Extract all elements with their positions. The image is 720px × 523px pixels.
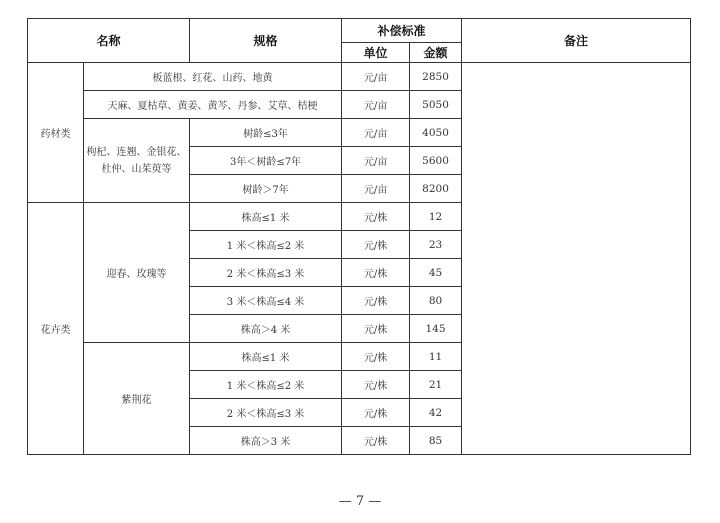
spec-cell: 天麻、夏枯草、黄姜、黄芩、丹参、艾草、桔梗 <box>84 91 342 119</box>
unit-cell: 元/株 <box>342 203 410 231</box>
amount-cell: 45 <box>410 259 462 287</box>
unit-cell: 元/亩 <box>342 63 410 91</box>
category-medicinal: 药材类 <box>28 63 84 203</box>
unit-cell: 元/株 <box>342 399 410 427</box>
amount-cell: 145 <box>410 315 462 343</box>
spec-cell: 株高＞4 米 <box>190 315 342 343</box>
header-remark: 备注 <box>462 19 691 63</box>
amount-cell: 23 <box>410 231 462 259</box>
unit-cell: 元/株 <box>342 231 410 259</box>
spec-cell: 2 米＜株高≤3 米 <box>190 259 342 287</box>
amount-cell: 85 <box>410 427 462 455</box>
unit-cell: 元/亩 <box>342 147 410 175</box>
amount-cell: 12 <box>410 203 462 231</box>
amount-cell: 42 <box>410 399 462 427</box>
unit-cell: 元/株 <box>342 287 410 315</box>
unit-cell: 元/株 <box>342 259 410 287</box>
compensation-table <box>27 18 691 455</box>
remark-cell <box>462 63 691 455</box>
spec-cell: 株高≤1 米 <box>190 203 342 231</box>
unit-cell: 元/株 <box>342 343 410 371</box>
spec-cell: 株高＞3 米 <box>190 427 342 455</box>
header-spec: 规格 <box>190 19 342 63</box>
table-row <box>28 63 691 91</box>
amount-cell: 21 <box>410 371 462 399</box>
subgroup-name: 迎春、玫瑰等 <box>84 203 190 343</box>
unit-cell: 元/亩 <box>342 175 410 203</box>
spec-cell: 3年＜树龄≤7年 <box>190 147 342 175</box>
header-unit: 单位 <box>342 43 410 63</box>
spec-cell: 1 米＜株高≤2 米 <box>190 231 342 259</box>
unit-cell: 元/株 <box>342 427 410 455</box>
unit-cell: 元/株 <box>342 371 410 399</box>
spec-cell: 2 米＜株高≤3 米 <box>190 399 342 427</box>
subgroup-name: 紫荆花 <box>84 343 190 455</box>
subgroup-name: 枸杞、连翘、金银花、杜仲、山茱萸等 <box>84 119 190 203</box>
amount-cell: 5600 <box>410 147 462 175</box>
table-header-row-1 <box>28 19 691 43</box>
amount-cell: 80 <box>410 287 462 315</box>
header-amount: 金额 <box>410 43 462 63</box>
spec-cell: 板蓝根、红花、山药、地黄 <box>84 63 342 91</box>
amount-cell: 11 <box>410 343 462 371</box>
amount-cell: 5050 <box>410 91 462 119</box>
unit-cell: 元/亩 <box>342 91 410 119</box>
header-name: 名称 <box>28 19 190 63</box>
unit-cell: 元/株 <box>342 315 410 343</box>
category-flowers: 花卉类 <box>28 203 84 455</box>
spec-cell: 3 米＜株高≤4 米 <box>190 287 342 315</box>
amount-cell: 8200 <box>410 175 462 203</box>
header-standard: 补偿标准 <box>342 19 462 43</box>
unit-cell: 元/亩 <box>342 119 410 147</box>
amount-cell: 2850 <box>410 63 462 91</box>
spec-cell: 1 米＜株高≤2 米 <box>190 371 342 399</box>
spec-cell: 树龄＞7年 <box>190 175 342 203</box>
amount-cell: 4050 <box>410 119 462 147</box>
spec-cell: 株高≤1 米 <box>190 343 342 371</box>
spec-cell: 树龄≤3年 <box>190 119 342 147</box>
page-number: — 7 — <box>338 494 382 509</box>
